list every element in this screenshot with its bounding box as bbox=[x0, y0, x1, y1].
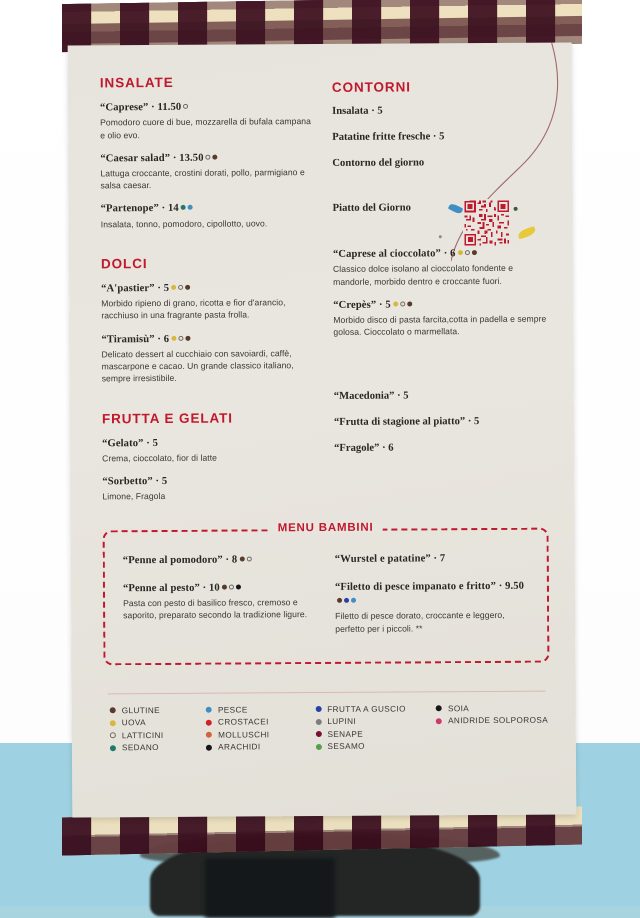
legend-label: SOIA bbox=[447, 703, 470, 714]
legend-dot-sedano bbox=[110, 745, 116, 751]
menu-bambini-title: MENU BAMBINI bbox=[269, 521, 383, 534]
legend-label: LATTICINI bbox=[121, 730, 164, 741]
allergen-marker-latticini bbox=[206, 154, 211, 159]
section-title-dolci: DOLCI bbox=[100, 255, 148, 272]
dish-description: Pasta con pesto di basilico fresco, cremoso e saporito, preparato secondo la tradizione ligure. bbox=[123, 597, 308, 621]
allergen-marker-latticini bbox=[246, 556, 251, 561]
legend-column-4 bbox=[436, 703, 550, 750]
section-title-frutta-e-gelati: FRUTTA E GELATI bbox=[101, 410, 233, 426]
legend-label: SENAPE bbox=[327, 729, 364, 739]
legend-divider bbox=[108, 690, 546, 694]
allergen-marker-uova bbox=[457, 250, 462, 255]
menu-bambini-columns bbox=[123, 551, 530, 647]
allergen-marker-latticini bbox=[464, 250, 469, 255]
allergen-marker-glutine bbox=[185, 335, 190, 340]
dish-description: Limone, Fragola bbox=[102, 491, 166, 502]
dish-description: Crema, cioccolato, fior di latte bbox=[102, 452, 217, 464]
legend-dot-molluschi bbox=[206, 732, 212, 738]
legend-label: ANIDRIDE SOLPOROSA bbox=[448, 715, 549, 726]
legend-item-frutta-a-guscio bbox=[315, 704, 436, 714]
dish-tiramisu bbox=[101, 332, 315, 385]
allergen-marker-glutine bbox=[471, 250, 476, 255]
dish-crepes bbox=[333, 297, 547, 338]
allergen-marker-glutine bbox=[185, 285, 190, 290]
legend-dot-arachidi bbox=[206, 744, 212, 750]
dish-apastier bbox=[101, 281, 315, 322]
legend-label: SESAMO bbox=[327, 742, 365, 752]
dish-piatto-del-giorno: Piatto del Giorno bbox=[332, 202, 411, 214]
dish-description: Insalata, tonno, pomodoro, cipollotto, uovo. bbox=[100, 218, 268, 230]
legend-column-3 bbox=[315, 704, 436, 751]
legend-item-molluschi bbox=[206, 730, 315, 740]
dish-gelato bbox=[102, 436, 316, 465]
dish-name: “Wurstel e patatine” · 7 bbox=[334, 552, 446, 565]
dish-macedonia: “Macedonia” · 5 bbox=[333, 390, 409, 403]
dish-filetto-di-pesce bbox=[335, 580, 529, 635]
legend-item-crostacei bbox=[206, 717, 315, 727]
dish-name: “Penne al pesto” · 10 bbox=[123, 581, 317, 596]
legend-item-glutine bbox=[110, 706, 206, 716]
dish-description: Lattuga croccante, crostini dorati, pollo, parmigiano e salsa caesar. bbox=[100, 167, 305, 191]
dish-name: “Caprese al cioccolato” · 6 bbox=[333, 247, 547, 263]
dish-name: “Sorbetto” · 5 bbox=[102, 475, 168, 488]
allergen-marker-uova bbox=[393, 301, 398, 306]
legend-column-1 bbox=[110, 706, 207, 753]
dish-name: “Caesar salad” · 13.50 bbox=[100, 151, 314, 167]
legend-dot-glutine bbox=[110, 708, 116, 714]
allergen-marker-latticini bbox=[183, 104, 188, 109]
legend-dot-crostacei bbox=[206, 719, 212, 725]
menu-columns bbox=[100, 73, 549, 514]
legend-label: ARACHIDI bbox=[218, 742, 261, 752]
dish-description: Delicato dessert al cucchiaio con savoiardi, caffè, mascarpone e cacao. Un grande classico italiano, sempre irresistibile. bbox=[101, 348, 294, 384]
legend-label: PESCE bbox=[217, 705, 248, 715]
section-title-insalate: INSALATE bbox=[99, 74, 174, 91]
section-title-contorni: CONTORNI bbox=[331, 79, 411, 95]
legend-dot-anidride-solporosa bbox=[436, 718, 442, 724]
dish-partenope bbox=[101, 201, 315, 230]
allergen-marker-glutine bbox=[213, 154, 218, 159]
menu-bambini-right-column bbox=[335, 551, 530, 645]
dish-name: “Gelato” · 5 bbox=[102, 437, 159, 449]
legend-item-uova bbox=[110, 718, 206, 728]
menu-bambini-left-column bbox=[123, 553, 318, 647]
allergen-marker-latticini bbox=[178, 285, 183, 290]
allergen-marker-frutta-a-guscio bbox=[344, 598, 349, 603]
dish-name: “Filetto di pesce impanato e fritto” · 9.50 bbox=[335, 580, 529, 610]
legend-dot-latticini bbox=[110, 733, 116, 739]
allergen-marker-uova bbox=[171, 335, 176, 340]
allergen-marker-glutine bbox=[407, 301, 412, 306]
legend-label: SEDANO bbox=[121, 743, 159, 753]
dish-name: “Tiramisù” · 6 bbox=[101, 332, 315, 348]
dish-patatine-fritte-fresche: Patatine fritte fresche · 5 bbox=[332, 131, 445, 143]
legend-dot-pesce bbox=[206, 707, 212, 713]
legend-dot-senape bbox=[315, 731, 321, 737]
dish-description: Morbido ripieno di grano, ricotta e fior d'arancio, racchiuso in una fragrante pasta frolla. bbox=[101, 297, 286, 321]
allergen-marker-arachidi bbox=[236, 584, 241, 589]
right-column bbox=[332, 73, 549, 513]
dish-caesar-salad bbox=[100, 151, 314, 192]
allergen-marker-glutine bbox=[222, 584, 227, 589]
legend-dot-lupini bbox=[315, 719, 321, 725]
legend-item-anidride-solporosa bbox=[436, 716, 550, 726]
dish-penne-al-pesto bbox=[123, 581, 317, 622]
legend-label: FRUTTA A GUSCIO bbox=[327, 704, 406, 714]
legend-dot-uova bbox=[110, 720, 116, 726]
allergen-marker-latticini bbox=[178, 335, 183, 340]
legend-item-lupini bbox=[315, 717, 436, 727]
dish-wurstel-e-patatine bbox=[335, 551, 529, 566]
allergen-legend bbox=[104, 703, 550, 752]
allergen-marker-latticini bbox=[400, 301, 405, 306]
legend-item-soia bbox=[436, 703, 550, 713]
legend-dot-soia bbox=[436, 706, 442, 712]
dish-insalata: Insalata · 5 bbox=[332, 105, 383, 117]
allergen-marker-glutine bbox=[337, 598, 342, 603]
dish-name: “Partenope” · 14 bbox=[101, 201, 315, 217]
legend-label: CROSTACEI bbox=[217, 717, 269, 727]
dish-sorbetto bbox=[102, 474, 316, 503]
dark-foreground-object-shadow bbox=[205, 858, 335, 918]
dish-penne-al-pomodoro bbox=[123, 553, 317, 568]
legend-column-2 bbox=[206, 705, 316, 752]
spacer bbox=[334, 348, 548, 391]
legend-item-sesamo bbox=[315, 742, 436, 752]
dish-caprese bbox=[100, 100, 314, 141]
legend-dot-sesamo bbox=[315, 744, 321, 750]
dish-name: “Caprese” · 11.50 bbox=[100, 100, 314, 116]
allergen-marker-glutine bbox=[239, 556, 244, 561]
allergen-marker-pesce bbox=[351, 598, 356, 603]
dish-description: Pomodoro cuore di bue, mozzarella di bufala campana e olio evo. bbox=[100, 116, 311, 140]
dish-caprese-al-cioccolato bbox=[333, 247, 547, 288]
legend-label: UOVA bbox=[121, 718, 147, 728]
allergen-marker-sedano bbox=[181, 205, 186, 210]
dish-description: Morbido disco di pasta farcita,cotta in padella e sempre golosa. Cioccolato o marmellata. bbox=[333, 313, 547, 338]
dish-name: “A'pastier” · 5 bbox=[101, 281, 315, 297]
dish-frutta-di-stagione: “Frutta di stagione al piatto” · 5 bbox=[333, 416, 480, 429]
dish-name: “Penne al pomodoro” · 8 bbox=[123, 553, 317, 568]
allergen-marker-uova bbox=[171, 285, 176, 290]
legend-item-latticini bbox=[110, 731, 206, 741]
legend-label: GLUTINE bbox=[121, 705, 161, 716]
dish-contorno-del-giorno: Contorno del giorno bbox=[332, 157, 425, 169]
allergen-marker-latticini bbox=[229, 584, 234, 589]
legend-item-sedano bbox=[110, 743, 206, 753]
legend-item-pesce bbox=[206, 705, 315, 715]
dish-description: Classico dolce isolano al cioccolato fondente e mandorle, morbido dentro e croccante fuori. bbox=[332, 263, 514, 287]
legend-label: LUPINI bbox=[327, 717, 357, 727]
dish-description: Filetto di pesce dorato, croccante e leggero, perfetto per i piccoli. ** bbox=[335, 610, 505, 634]
legend-label: MOLLUSCHI bbox=[218, 730, 270, 740]
menu-bambini-box bbox=[103, 521, 550, 665]
dish-fragole: “Fragole” · 6 bbox=[334, 442, 394, 455]
allergen-marker-pesce bbox=[188, 205, 193, 210]
legend-dot-frutta-a-guscio bbox=[315, 706, 321, 712]
legend-item-senape bbox=[315, 729, 436, 739]
left-column bbox=[100, 74, 317, 514]
legend-item-arachidi bbox=[206, 742, 315, 752]
dish-name: “Crepès” · 5 bbox=[333, 297, 547, 313]
menu-page bbox=[68, 42, 577, 817]
